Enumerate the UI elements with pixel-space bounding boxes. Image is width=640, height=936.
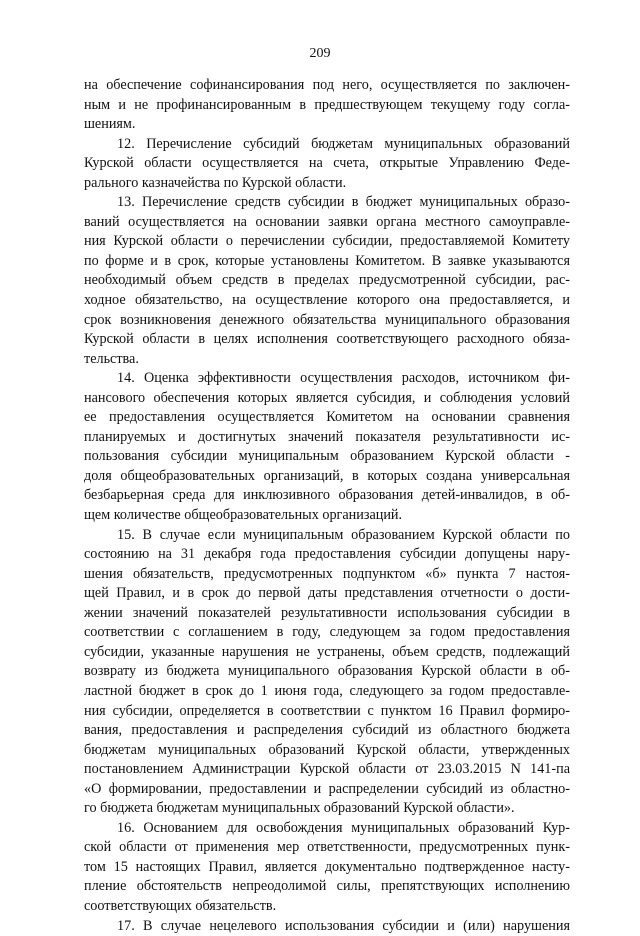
text-line: 13. Перечисление средств субсидии в бюджет муниципальных образо-	[117, 194, 570, 211]
text-line: шениям.	[84, 116, 136, 133]
text-line: жении значений показателей результативности использования субсидии в	[84, 604, 570, 621]
text-line: на обеспечение софинансирования под него, осуществляется по заключен-	[84, 77, 570, 93]
text-line: по форме и в срок, которые установлены Комитетом. В заявке указываются	[84, 252, 570, 269]
text-line: том 15 настоящих Правил, является документально подтвержденное насту-	[84, 858, 570, 875]
text-line: соответствии с соглашением в году, следующем за годом предоставления	[84, 624, 570, 641]
text-line: возврату из бюджета муниципального образования Курской области в об-	[84, 663, 570, 680]
page-number: 209	[309, 46, 331, 61]
text-line: щей Правил, и в срок до первой даты представления отчетности о дости-	[84, 585, 570, 602]
text-line: 17. В случае нецелевого использования субсидии и (или) нарушения	[117, 917, 570, 934]
text-line: постановлением Администрации Курской области от 23.03.2015 N 141-па	[84, 761, 570, 778]
text-line: ластной бюджет в срок до 1 июня года, следующего за годом предоставле-	[84, 682, 570, 699]
text-line: бюджетам муниципальных образований Курской области, утвержденных	[84, 741, 570, 758]
text-line: щем количестве общеобразовательных организаций.	[84, 507, 403, 524]
text-line: ваний осуществляется на основании заявки органа местного самоуправле-	[84, 213, 570, 230]
document-body	[84, 76, 570, 936]
text-line: безбарьерная среда для инклюзивного образования детей-инвалидов, в об-	[84, 487, 570, 504]
text-line: ния субсидии, определяется в соответствии с пунктом 16 Правил формиро-	[84, 702, 570, 719]
text-line: пление обстоятельств непреодолимой силы, препятствующих исполнению	[84, 878, 570, 895]
text-line: 15. В случае если муниципальным образованием Курской области по	[117, 526, 570, 543]
text-line: рального казначейства по Курской области.	[84, 174, 347, 191]
text-line: соответствующих обязательств.	[84, 897, 277, 914]
text-line: 12. Перечисление субсидий бюджетам муниципальных образований	[117, 135, 570, 152]
text-line: тельства.	[84, 350, 139, 367]
text-line: «О формировании, предоставлении и распределении субсидий из областно-	[84, 780, 570, 797]
text-line: необходимый объем средств в пределах предусмотренной субсидии, рас-	[84, 272, 570, 289]
text-line: субсидии, указанные нарушения не устранены, объем средств, подлежащий	[84, 643, 570, 660]
text-line: Курской области в целях исполнения соответствующего расходного обяза-	[84, 331, 570, 348]
text-line: нансового обеспечения которых является субсидия, и соблюдения условий	[84, 389, 570, 406]
text-line: ния Курской области о перечислении субсидии, предоставляемой Комитету	[84, 233, 570, 250]
text-line: ным и не профинансированным в предшествующем текущему году согла-	[84, 96, 570, 113]
text-line: ходное обязательство, на осуществление которого она предоставляется, и	[84, 292, 570, 309]
text-line: срок возникновения денежного обязательства муниципального образования	[84, 311, 570, 328]
text-line: шения обязательств, предусмотренных подпунктом «б» пункта 7 настоя-	[84, 565, 570, 582]
text-line: 14. Оценка эффективности осуществления расходов, источником фи-	[117, 370, 570, 387]
text-line: 16. Основанием для освобождения муниципальных образований Кур-	[117, 819, 570, 836]
text-line: состоянию на 31 декабря года предоставления субсидии допущены нару-	[84, 546, 570, 563]
text-line: вания, предоставления и распределения субсидий из областного бюджета	[84, 722, 570, 739]
text-line: ской области от применения мер ответственности, предусмотренных пунк-	[84, 839, 570, 856]
text-line: го бюджета бюджетам муниципальных образований Курской области».	[84, 800, 515, 817]
text-line: планируемых и достигнутых значений показателя результативности ис-	[84, 428, 570, 445]
text-line: доля общеобразовательных организаций, в которых создана универсальная	[84, 467, 570, 484]
text-line: пользования субсидии муниципальным образованием Курской области -	[84, 448, 570, 465]
text-line: Курской области осуществляется на счета, открытые Управлению Феде-	[84, 155, 570, 172]
text-line: ее предоставления осуществляется Комитетом на основании сравнения	[84, 409, 570, 426]
